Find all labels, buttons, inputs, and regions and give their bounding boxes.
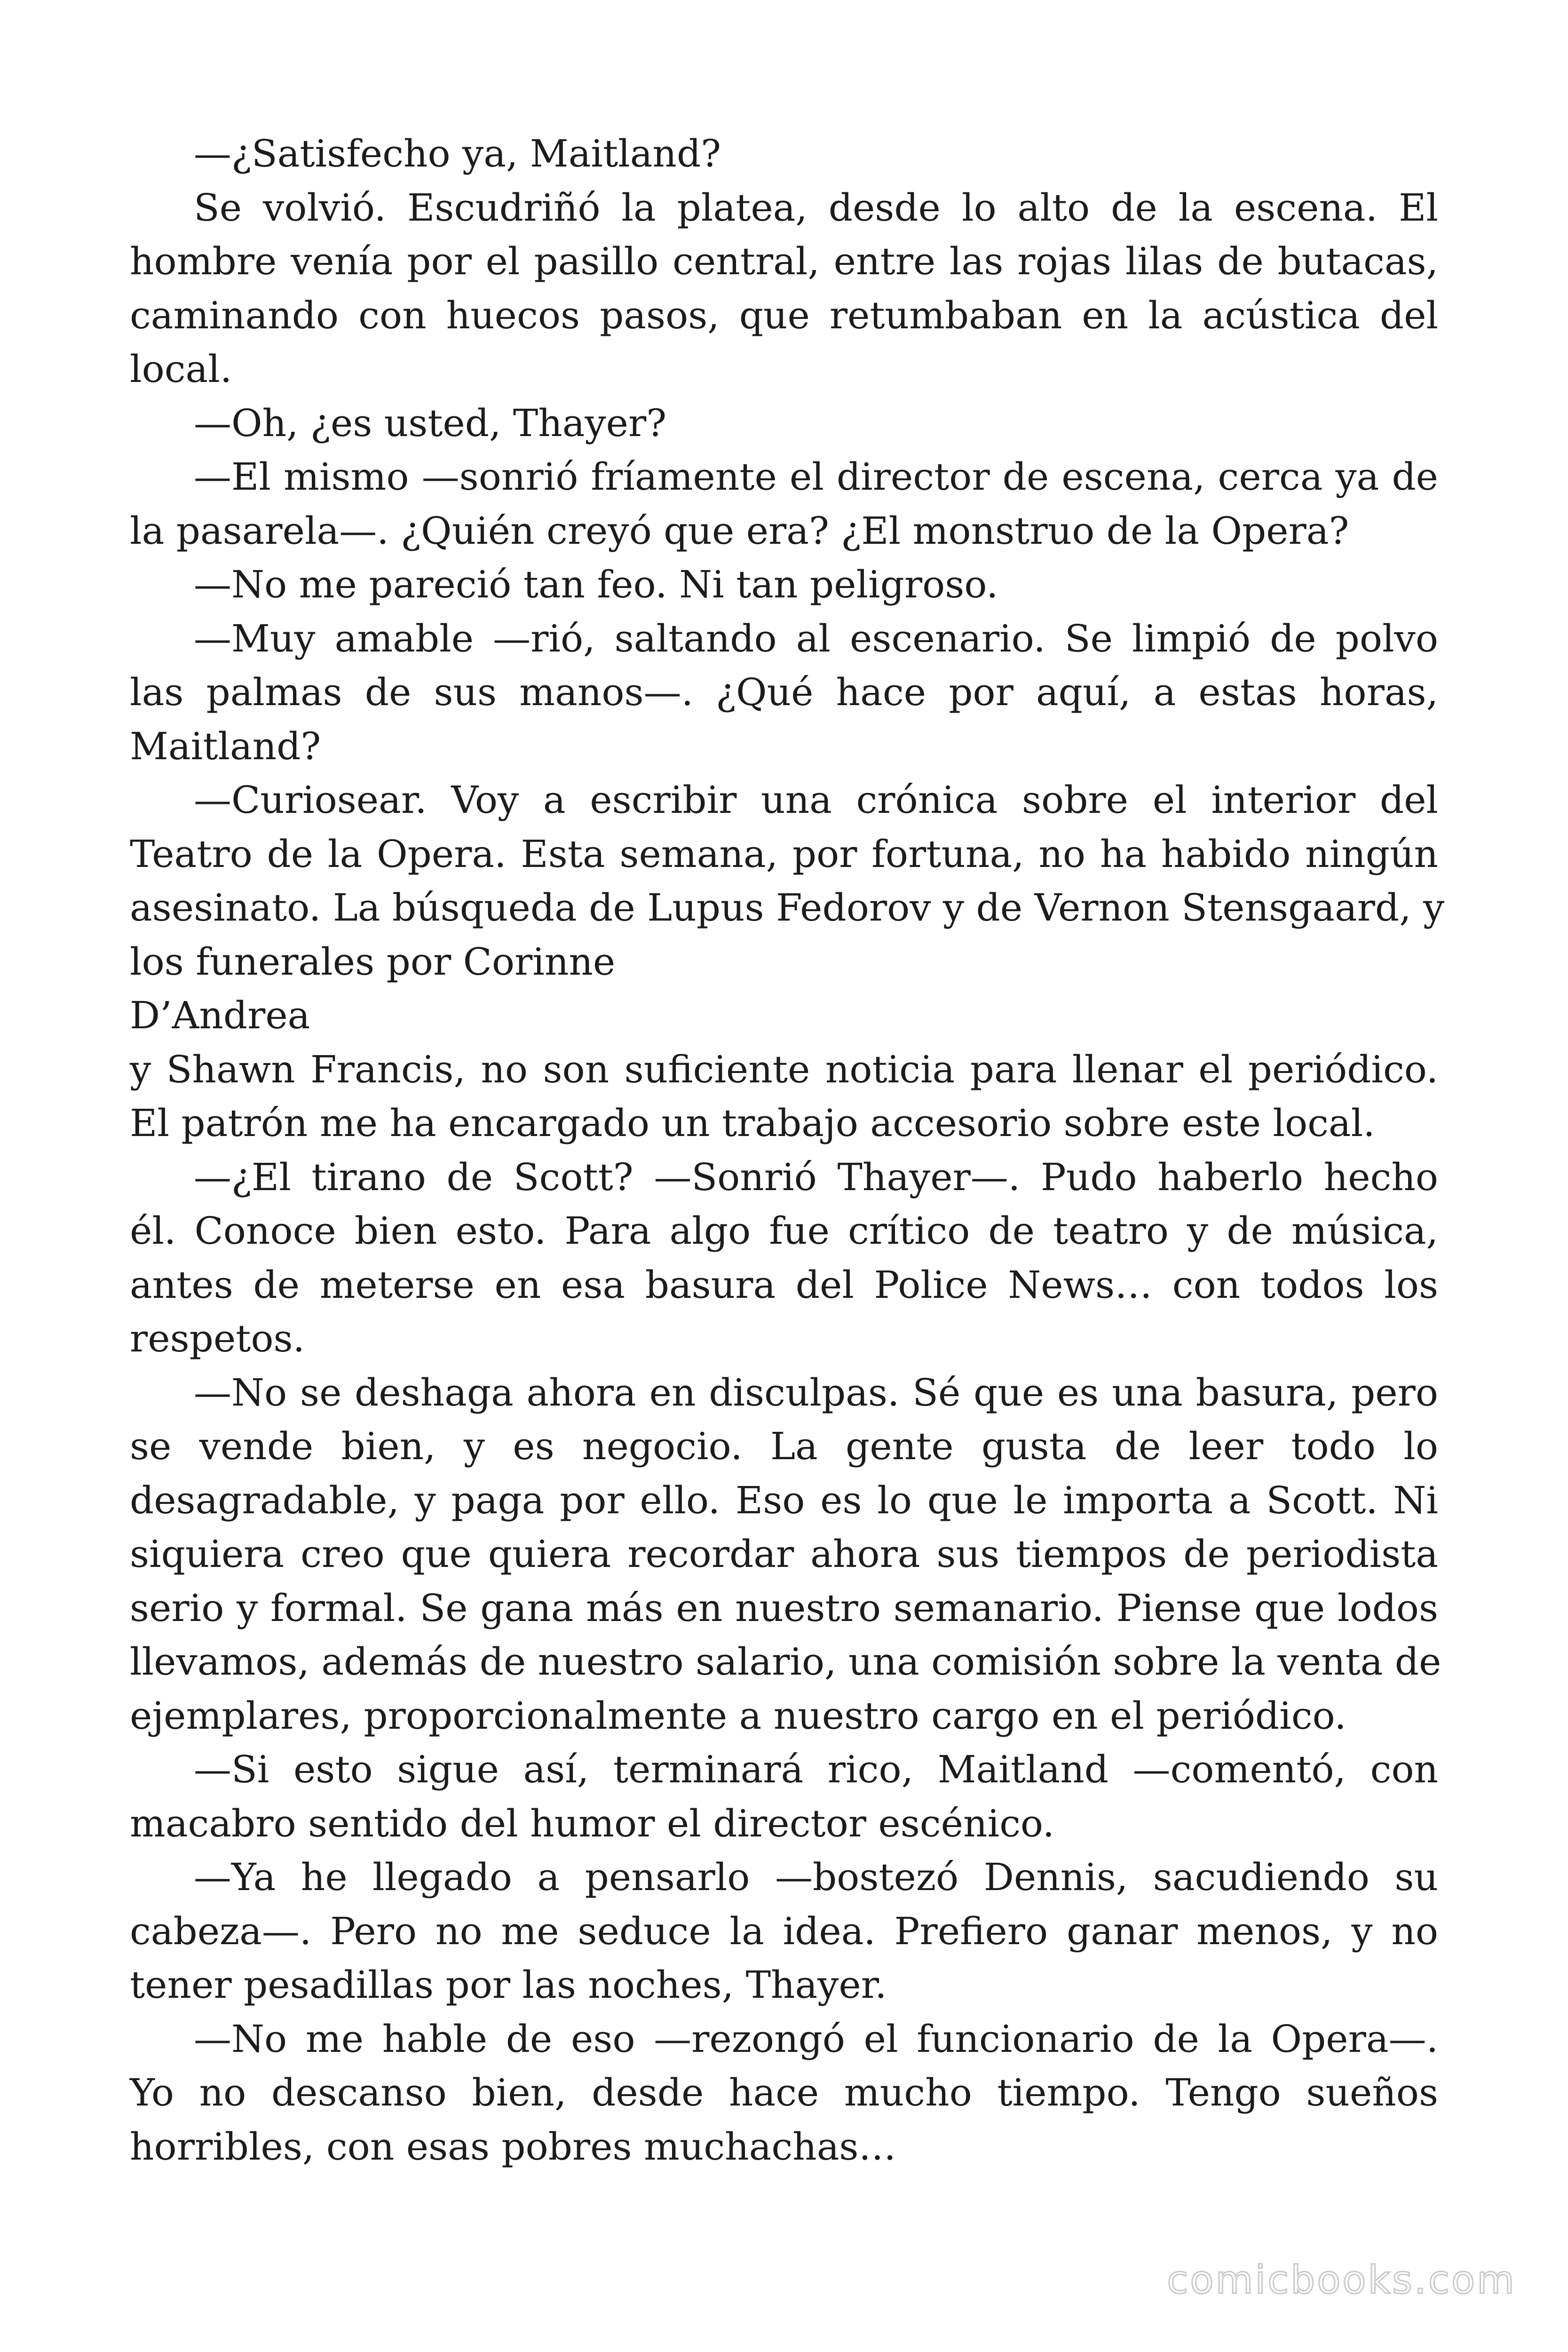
text-line: —Si esto sigue así, terminará rico, Maitland —comentó, con [194, 1748, 1438, 1791]
text-line: desagradable, y paga por ello. Eso es lo que le importa a Scott. Ni [130, 1478, 1438, 1522]
text-line: los funerales por Corinne [130, 939, 616, 984]
text-line: asesinato. La búsqueda de Lupus Fedorov y de Vernon Stensgaard, y [130, 886, 1445, 930]
text-line: serio y formal. Se gana más en nuestro semanario. Piense que lodos [130, 1586, 1438, 1630]
text-line: —Curiosear. Voy a escribir una crónica sobre el interior del [194, 778, 1438, 822]
text-line: Yo no descanso bien, desde hace mucho tiempo. Tengo sueños [130, 2071, 1438, 2114]
text-line: —¿El tirano de Scott? —Sonrió Thayer—. Pudo haberlo hecho [194, 1155, 1438, 1199]
text-line: macabro sentido del humor el director escénico. [130, 1801, 1055, 1845]
text-line: la pasarela—. ¿Quién creyó que era? ¿El monstruo de la Opera? [130, 509, 1349, 553]
text-line: llevamos, además de nuestro salario, una comisión sobre la venta de [130, 1640, 1441, 1684]
text-line: respetos. [130, 1317, 305, 1360]
text-line: hombre venía por el pasillo central, entre las rojas lilas de butacas, [130, 239, 1438, 283]
page-body [130, 127, 1445, 2174]
text-line: y Shawn Francis, no son suficiente noticia para llenar el periódico. [130, 1047, 1438, 1091]
text-line: —¿Satisfecho ya, Maitland? [194, 132, 721, 175]
text-line: —Oh, ¿es usted, Thayer? [194, 401, 667, 445]
text-line: local. [130, 347, 232, 391]
text-line: siquiera creo que quiera recordar ahora sus tiempos de periodista [130, 1532, 1438, 1576]
text-line: él. Conoce bien esto. Para algo fue crítico de teatro y de música, [130, 1209, 1438, 1253]
text-line: horribles, con esas pobres muchachas… [130, 2124, 896, 2169]
text-line: —No me pareció tan feo. Ni tan peligroso. [194, 563, 998, 606]
text-line: ejemplares, proporcionalmente a nuestro cargo en el periódico. [130, 1693, 1346, 1738]
text-line: —No me hable de eso —rezongó el funcionario de la Opera—. [194, 2017, 1438, 2061]
text-line: Teatro de la Opera. Esta semana, por fortuna, no ha habido ningún [130, 832, 1438, 876]
text-line: Maitland? [130, 724, 321, 768]
text-line: D’Andrea [130, 993, 310, 1037]
text-line: El patrón me ha encargado un trabajo accesorio sobre este local. [130, 1101, 1375, 1145]
text-line: —Muy amable —rió, saltando al escenario. Se limpió de polvo [194, 616, 1438, 660]
text-line: caminando con huecos pasos, que retumbaban en la acústica del [130, 293, 1438, 337]
text-line: —El mismo —sonrió fríamente el director de escena, cerca ya de [194, 455, 1438, 499]
text-line: Se volvió. Escudriñó la platea, desde lo alto de la escena. El [194, 185, 1438, 230]
text-line: —Ya he llegado a pensarlo —bostezó Dennis, sacudiendo su [194, 1855, 1438, 1899]
text-line: cabeza—. Pero no me seduce la idea. Prefiero ganar menos, y no [130, 1909, 1438, 1953]
text-line: se vende bien, y es negocio. La gente gusta de leer todo lo [130, 1424, 1438, 1468]
watermark: comicbooks.com [1167, 2258, 1516, 2303]
text-line: —No se deshaga ahora en disculpas. Sé que es una basura, pero [194, 1370, 1438, 1414]
text-line: tener pesadillas por las noches, Thayer. [130, 1963, 887, 2007]
text-line: las palmas de sus manos—. ¿Qué hace por aquí, a estas horas, [130, 670, 1438, 714]
text-line: antes de meterse en esa basura del Police News… con todos los [130, 1263, 1438, 1307]
